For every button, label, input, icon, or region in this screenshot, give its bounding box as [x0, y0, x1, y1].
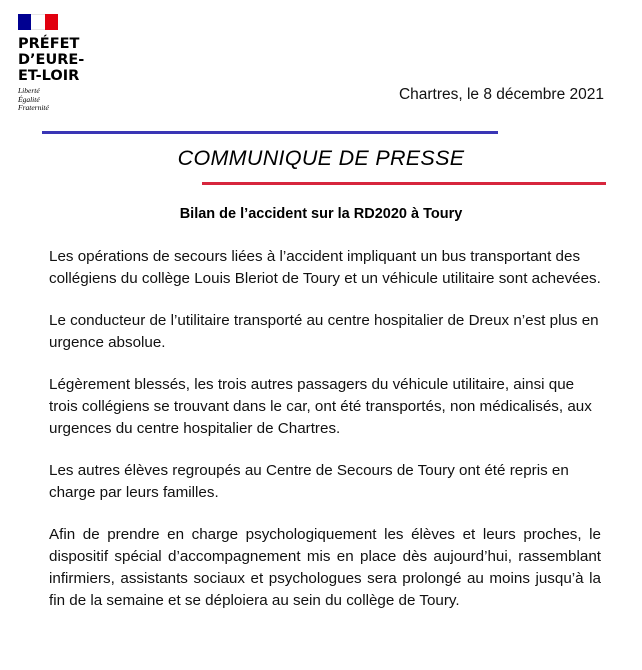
press-release-title: COMMUNIQUE DE PRESSE	[177, 146, 465, 170]
body-paragraph: Les opérations de secours liées à l’accident impliquant un bus transportant des collégiens du collège Louis Bleriot de Toury et un véhicule utilitaire sont achevées.	[49, 248, 601, 287]
body-paragraph: Légèrement blessés, les trois autres passagers du véhicule utilitaire, ainsi que trois collégiens se trouvant dans le car, ont été transportés, non médicalisés, aux urgences du centre hospitalier de Chartres.	[49, 376, 592, 437]
red-divider	[202, 182, 606, 185]
motto-line: Liberté	[18, 86, 40, 95]
document-date: Chartres, le 8 décembre 2021	[398, 86, 604, 103]
body-paragraph: Les autres élèves regroupés au Centre de Secours de Toury ont été repris en charge par leurs familles.	[49, 462, 569, 501]
prefecture-name	[18, 36, 108, 84]
prefecture-name-line: PRÉFET	[18, 36, 80, 52]
blue-divider	[42, 131, 498, 134]
body-paragraph: Le conducteur de l’utilitaire transporté au centre hospitalier de Dreux n’est plus en urgence absolue.	[49, 312, 599, 351]
french-flag-icon	[18, 14, 58, 30]
press-release-body	[49, 246, 601, 632]
republic-motto	[18, 87, 108, 113]
prefecture-name-line: D’EURE-	[18, 52, 85, 68]
motto-line: Fraternité	[18, 103, 49, 112]
body-paragraph: Afin de prendre en charge psychologiquement les élèves et leurs proches, le dispositif spécial d’accompagnement mis en place dès aujourd’hui, rassemblant infirmiers, assistants sociaux et psychologues sera prolongé au moins jusqu’à la fin de la semaine et se déploiera au sein du collège de Toury.	[49, 526, 601, 609]
prefecture-logo	[18, 14, 108, 113]
prefecture-name-line: ET-LOIR	[18, 68, 80, 84]
motto-line: Égalité	[18, 94, 40, 104]
press-release-headline: Bilan de l’accident sur la RD2020 à Toury	[179, 206, 463, 222]
